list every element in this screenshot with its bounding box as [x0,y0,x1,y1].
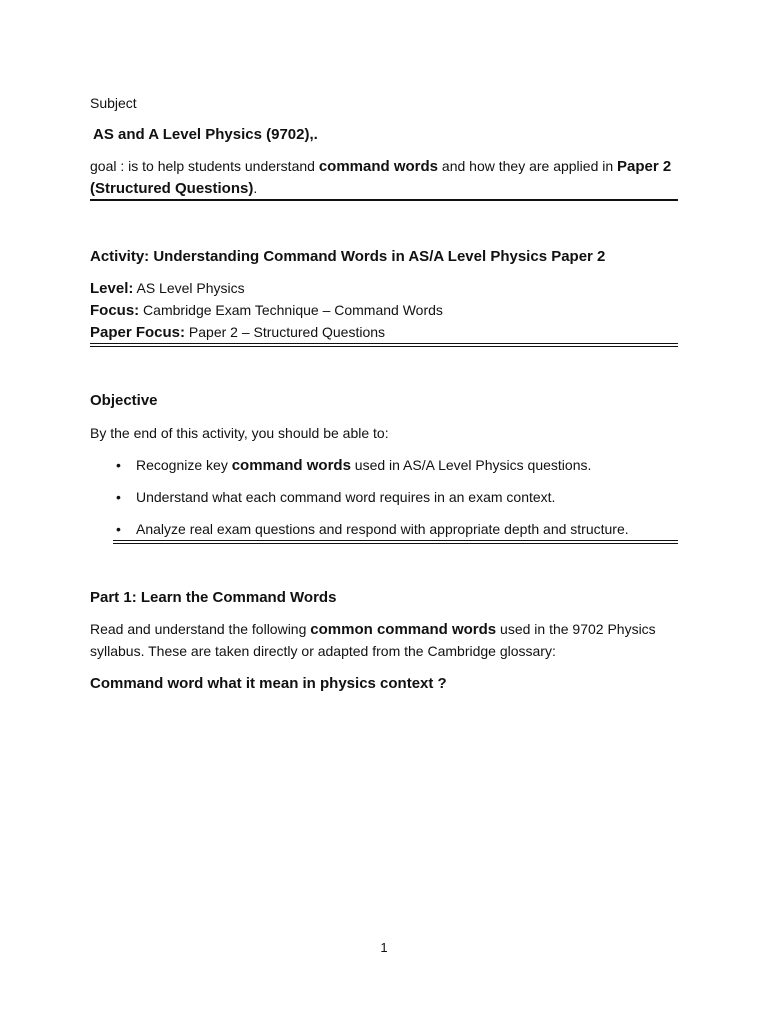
goal-bold-structured: (Structured Questions) [90,180,254,197]
b1-bold: command words [231,457,351,474]
part1-heading: Part 1: Learn the Command Words [90,589,337,606]
activity-title: Activity: Understanding Command Words in AS/A Level Physics Paper 2 [90,248,606,265]
level-label: Level: [90,280,134,297]
meta-level [90,278,245,299]
goal-line-2 [90,178,257,199]
goal-bold-paper2: Paper 2 [617,158,672,175]
goal-middle: and how they are applied in [438,158,618,174]
bullet-1-text [136,455,591,476]
page-number: 1 [380,940,388,955]
command-word-question: Command word what it mean in physics context ? [90,675,447,692]
part1-prefix: Read and understand the following [90,621,311,637]
goal-prefix: goal : is to help students understand [90,158,319,174]
part1-line-1 [90,619,656,640]
bullet-3-glyph: • [116,521,121,537]
objective-intro: By the end of this activity, you should be able to: [90,425,389,441]
paper-focus-value: Paper 2 – Structured Questions [185,324,386,340]
goal-line-1 [90,156,671,177]
focus-label: Focus: [90,302,140,319]
divider-2 [90,343,678,347]
b1-suffix: used in AS/A Level Physics questions. [350,457,592,473]
bullet-3-text: Analyze real exam questions and respond with appropriate depth and structure. [136,521,629,537]
paper-focus-label: Paper Focus: [90,324,186,341]
part1-bold: common command words [310,621,497,638]
meta-paper-focus [90,322,385,343]
divider-1 [90,199,678,201]
course-title: AS and A Level Physics (9702),. [93,126,318,143]
bullet-2-glyph: • [116,489,121,505]
part1-suffix: used in the 9702 Physics [496,621,656,637]
goal-bold-command-words: command words [318,158,439,175]
focus-value: Cambridge Exam Technique – Command Words [139,302,443,318]
subject-label: Subject [90,95,137,111]
bullet-2-text: Understand what each command word requires in an exam context. [136,489,556,505]
goal-suffix: . [253,180,258,196]
divider-3 [113,540,678,544]
objective-heading: Objective [90,392,158,409]
bullet-1-glyph: • [116,457,121,473]
meta-focus [90,300,443,321]
b1-prefix: Recognize key [136,457,232,473]
level-value: AS Level Physics [133,280,245,296]
part1-line-2: syllabus. These are taken directly or adapted from the Cambridge glossary: [90,643,556,659]
